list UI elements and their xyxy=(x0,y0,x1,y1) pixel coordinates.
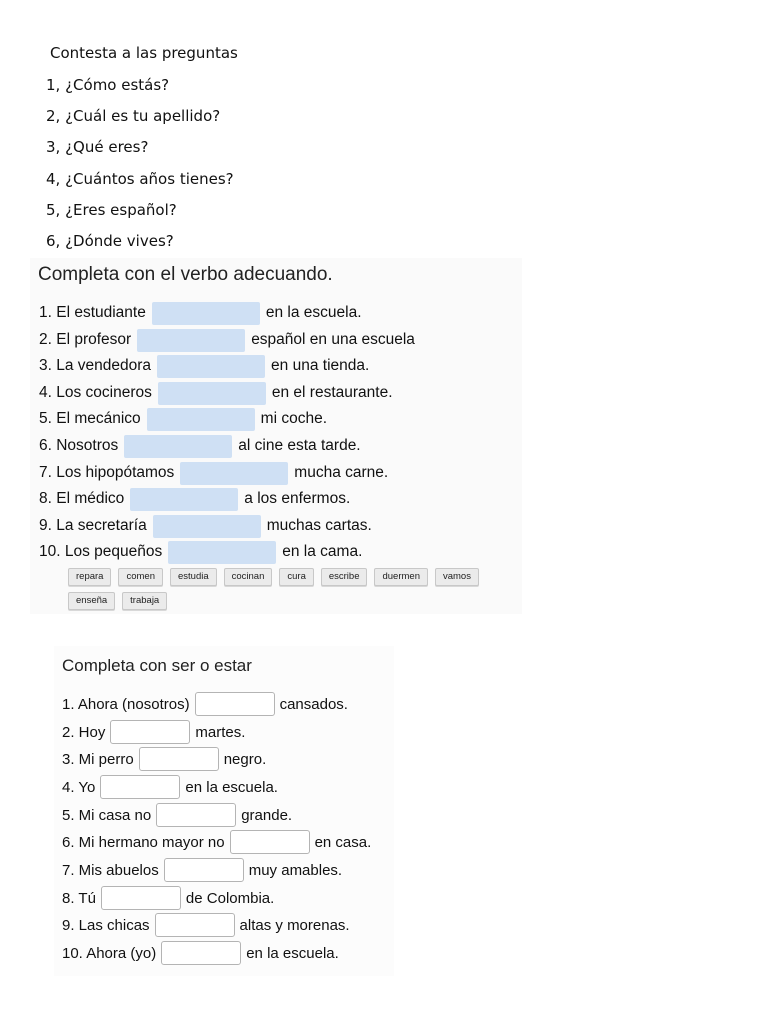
verb-drop-blank[interactable] xyxy=(180,462,288,485)
verb-row-ending: en una tienda. xyxy=(271,357,370,374)
ser-estar-prompt: 6. Mi hermano mayor no xyxy=(62,833,225,851)
verb-row xyxy=(39,540,519,564)
question-1: 1, ¿Cómo estás? xyxy=(46,76,170,94)
question-2: 2, ¿Cuál es tu apellido? xyxy=(46,107,221,125)
verb-drop-blank[interactable] xyxy=(147,408,255,431)
question-4: 4, ¿Cuántos años tienes? xyxy=(46,170,234,188)
verb-row-ending: en el restaurante. xyxy=(271,384,393,401)
verb-row xyxy=(39,407,519,431)
word-chip-repara[interactable]: repara xyxy=(68,568,111,586)
verb-drop-blank[interactable] xyxy=(157,355,265,378)
verb-row xyxy=(39,301,519,325)
verb-row-ending: mi coche. xyxy=(260,410,328,427)
ser-estar-ending: negro. xyxy=(223,750,267,768)
verb-row xyxy=(39,381,519,405)
verb-drop-blank[interactable] xyxy=(137,329,245,352)
verb-drop-blank[interactable] xyxy=(152,302,260,325)
answer-input[interactable] xyxy=(161,941,241,965)
verb-row xyxy=(39,514,519,538)
verb-row xyxy=(39,328,519,352)
ser-estar-ending: altas y morenas. xyxy=(239,916,350,934)
verb-row-prompt: 10. Los pequeños xyxy=(39,543,163,560)
verb-row-ending: muchas cartas. xyxy=(266,517,372,534)
answer-input[interactable] xyxy=(156,803,236,827)
ser-estar-row xyxy=(62,913,350,937)
verb-row-prompt: 8. El médico xyxy=(39,490,125,507)
verb-row-ending: español en una escuela xyxy=(251,331,415,348)
answer-input[interactable] xyxy=(195,692,275,716)
ser-estar-ending: en la escuela. xyxy=(185,778,278,796)
word-chip-escribe[interactable]: escribe xyxy=(321,568,368,586)
ser-estar-ending: muy amables. xyxy=(248,861,343,879)
ser-estar-row xyxy=(62,803,292,827)
answer-input[interactable] xyxy=(139,747,219,771)
verb-row-prompt: 4. Los cocineros xyxy=(39,384,152,401)
word-chip-duermen[interactable]: duermen xyxy=(374,568,428,586)
word-chip-cocinan[interactable]: cocinan xyxy=(224,568,273,586)
verb-row-prompt: 2. El profesor xyxy=(39,331,132,348)
ser-estar-prompt: 7. Mis abuelos xyxy=(62,861,159,879)
question-3: 3, ¿Qué eres? xyxy=(46,138,149,156)
word-chip-ensena[interactable]: enseña xyxy=(68,592,115,610)
answer-input[interactable] xyxy=(110,720,190,744)
ser-estar-row xyxy=(62,720,245,744)
verb-row xyxy=(39,354,519,378)
ser-estar-ending: de Colombia. xyxy=(185,889,275,907)
verb-row xyxy=(39,487,519,511)
verb-drop-blank[interactable] xyxy=(130,488,238,511)
verb-worksheet xyxy=(30,258,522,614)
verb-drop-blank[interactable] xyxy=(158,382,266,405)
answer-input[interactable] xyxy=(101,886,181,910)
verb-worksheet-title: Completa con el verbo adecuando. xyxy=(38,264,333,285)
ser-estar-row xyxy=(62,692,348,716)
ser-estar-row xyxy=(62,941,339,965)
ser-estar-row xyxy=(62,886,274,910)
verb-row-ending: a los enfermos. xyxy=(244,490,351,507)
word-chip-trabaja[interactable]: trabaja xyxy=(122,592,167,610)
word-chip-vamos[interactable]: vamos xyxy=(435,568,479,586)
question-5: 5, ¿Eres español? xyxy=(46,201,177,219)
question-6: 6, ¿Dónde vives? xyxy=(46,232,174,250)
ser-estar-prompt: 4. Yo xyxy=(62,778,96,796)
ser-estar-ending: grande. xyxy=(241,806,293,824)
ser-estar-prompt: 8. Tú xyxy=(62,889,96,907)
word-chip-estudia[interactable]: estudia xyxy=(170,568,217,586)
ser-estar-prompt: 9. Las chicas xyxy=(62,916,150,934)
verb-row-prompt: 7. Los hipopótamos xyxy=(39,464,175,481)
answer-input[interactable] xyxy=(230,830,310,854)
word-chip-cura[interactable]: cura xyxy=(279,568,313,586)
answer-input[interactable] xyxy=(155,913,235,937)
verb-row xyxy=(39,461,519,485)
questions-title: Contesta a las preguntas xyxy=(50,44,238,62)
verb-row-ending: en la cama. xyxy=(282,543,363,560)
word-bank xyxy=(68,568,508,610)
ser-estar-prompt: 2. Hoy xyxy=(62,723,106,741)
ser-estar-row xyxy=(62,830,371,854)
verb-row-prompt: 9. La secretaría xyxy=(39,517,147,534)
ser-estar-worksheet xyxy=(54,646,394,976)
ser-estar-prompt: 3. Mi perro xyxy=(62,750,134,768)
ser-estar-ending: cansados. xyxy=(279,695,348,713)
ser-estar-prompt: 1. Ahora (nosotros) xyxy=(62,695,190,713)
ser-estar-ending: martes. xyxy=(195,723,246,741)
ser-estar-row xyxy=(62,775,278,799)
verb-row-prompt: 5. El mecánico xyxy=(39,410,141,427)
ser-estar-title: Completa con ser o estar xyxy=(62,656,252,675)
verb-row-ending: al cine esta tarde. xyxy=(238,437,361,454)
verb-row-ending: en la escuela. xyxy=(265,304,362,321)
answer-input[interactable] xyxy=(100,775,180,799)
verb-row xyxy=(39,434,519,458)
answer-input[interactable] xyxy=(164,858,244,882)
verb-drop-blank[interactable] xyxy=(153,515,261,538)
verb-drop-blank[interactable] xyxy=(168,541,276,564)
word-chip-comen[interactable]: comen xyxy=(118,568,163,586)
ser-estar-ending: en la escuela. xyxy=(246,944,339,962)
ser-estar-prompt: 5. Mi casa no xyxy=(62,806,152,824)
verb-row-ending: mucha carne. xyxy=(294,464,389,481)
verb-row-prompt: 1. El estudiante xyxy=(39,304,146,321)
verb-row-prompt: 3. La vendedora xyxy=(39,357,152,374)
ser-estar-row xyxy=(62,858,342,882)
verb-drop-blank[interactable] xyxy=(124,435,232,458)
ser-estar-ending: en casa. xyxy=(314,833,372,851)
ser-estar-prompt: 10. Ahora (yo) xyxy=(62,944,157,962)
verb-row-prompt: 6. Nosotros xyxy=(39,437,119,454)
ser-estar-row xyxy=(62,747,266,771)
